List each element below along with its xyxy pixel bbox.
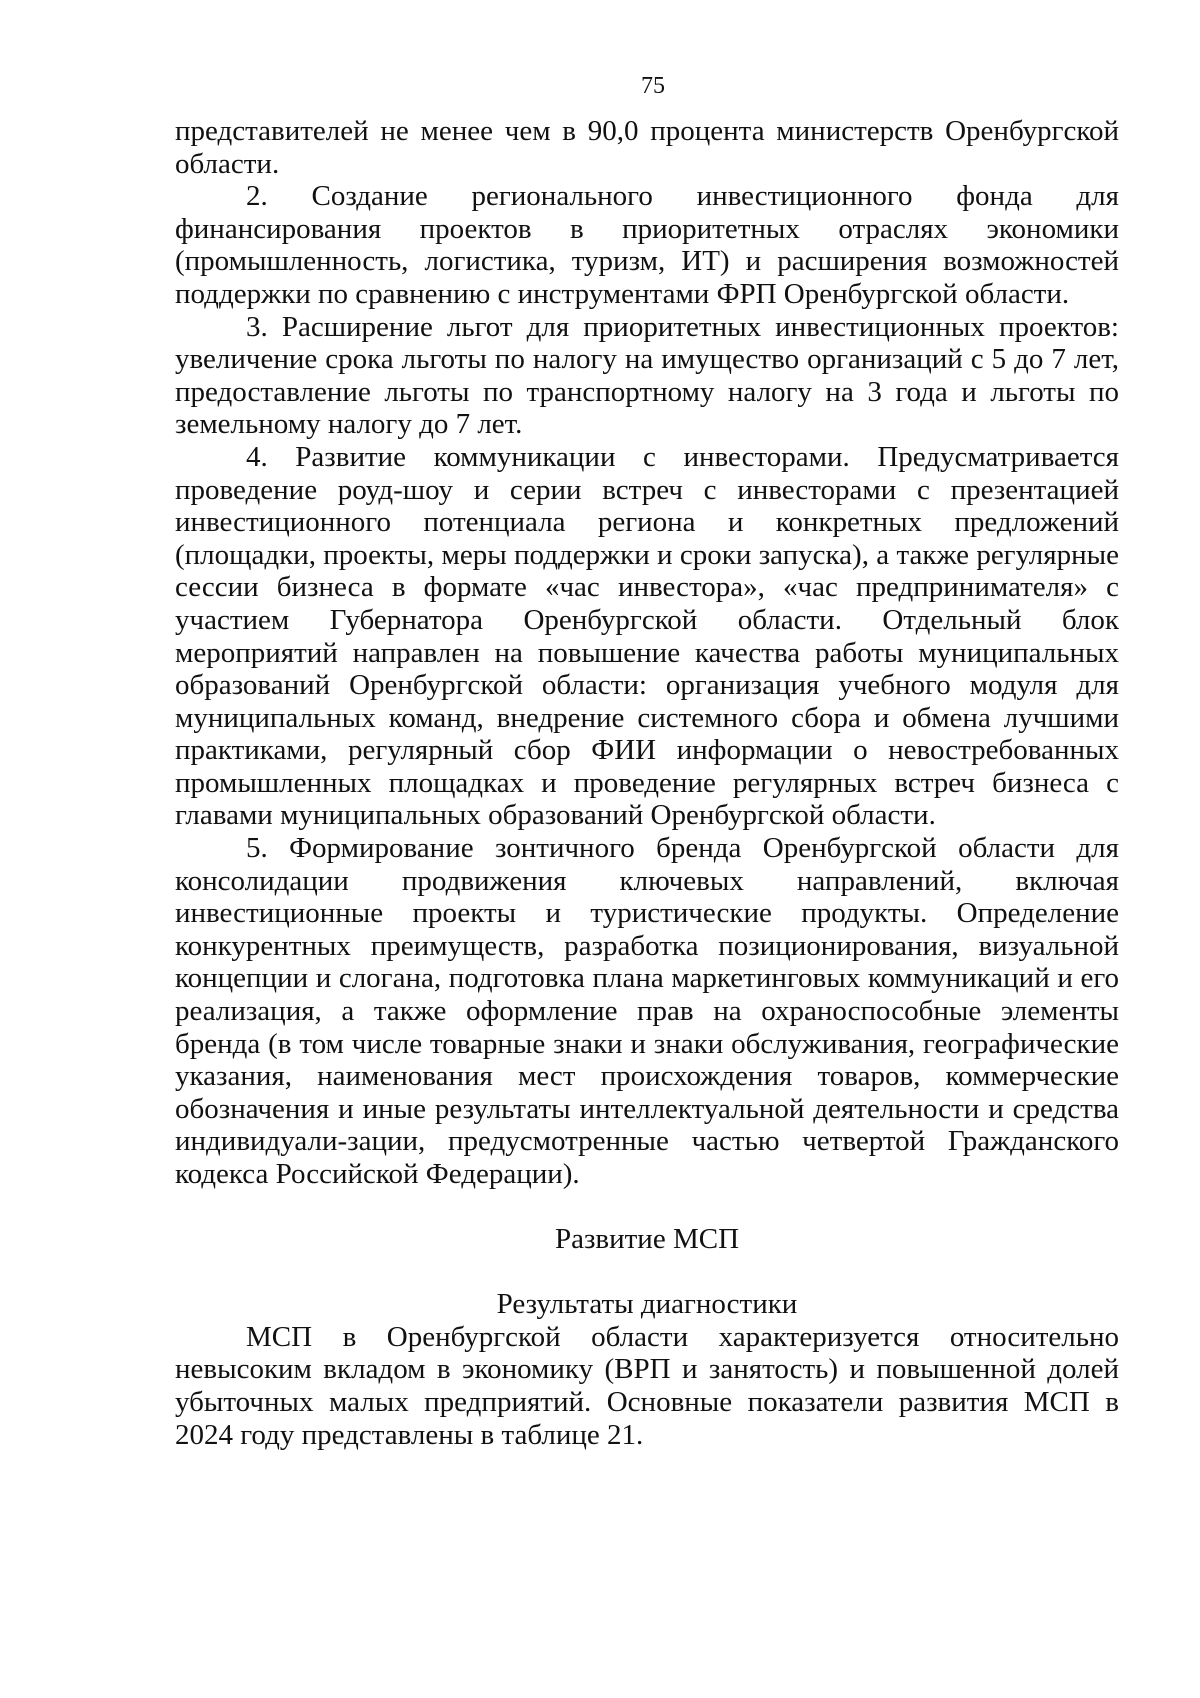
subsection-title: Результаты диагностики [496,1288,798,1321]
paragraph-item-3: 3. Расширение льгот для приоритетных инвестиционных проектов: увеличение срока льготы по налогу на имущество организаций с 5 до 7 лет, предоставление льготы по транспортному налогу на 3 года и льготы по земельному налогу до 7 лет. [175,310,1119,441]
paragraph-msp-diagnostics: МСП в Оренбургской области характеризуется относительно невысоким вкладом в экономику (ВРП и занятость) и повышенной долей убыточных малых предприятий. Основные показатели развития МСП в 2024 году представлены в таблице 21. [175,1320,1119,1451]
paragraph-item-5: 5. Формирование зонтичного бренда Оренбургской области для консолидации продвижения ключевых направлений, включая инвестиционные проекты и туристические продукты. Определение конкурентных преимуществ, разработка позиционирования, визуальной концепции и слогана, подготовка плана маркетинговых коммуникаций и его реализация, а также оформление прав на охраноспособные элементы бренда (в том числе товарные знаки и знаки обслуживания, географические указания, наименования мест происхождения товаров, коммерческие обозначения и иные результаты интеллектуальной деятельности и средства индивидуали-зации, предусмотренные частью четвертой Гражданского кодекса Российской Федерации). [175,832,1119,1190]
page-number: 75 [641,73,665,99]
paragraph-item-4: 4. Развитие коммуникации с инвесторами. Предусматривается проведение роуд-шоу и серии встреч с инвесторами с презентацией инвестиционного потенциала региона и конкретных предложений (площадки, проекты, меры поддержки и сроки запуска), а также регулярные сессии бизнеса в формате «час инвестора», «час предпринимателя» с участием Губернатора Оренбургской области. Отдельный блок мероприятий направлен на повышение качества работы муниципальных образований Оренбургской области: организация учебного модуля для муниципальных команд, внедрение системного сбора и обмена лучшими практиками, регулярный сбор ФИИ информации о невостребованных промышленных площадках и проведение регулярных встреч бизнеса с главами муниципальных образований Оренбургской области. [175,440,1119,832]
document-page [175,72,1119,1451]
paragraph-continuation: представителей не менее чем в 90,0 процента министерств Оренбургской области. [175,115,1119,180]
section-title: Развитие МСП [554,1222,740,1255]
paragraph-item-2: 2. Создание регионального инвестиционного фонда для финансирования проектов в приоритетных отраслях экономики (промышленность, логистика, туризм, ИТ) и расширения возможностей поддержки по сравнению с инструментами ФРП Оренбургской области. [175,180,1119,310]
